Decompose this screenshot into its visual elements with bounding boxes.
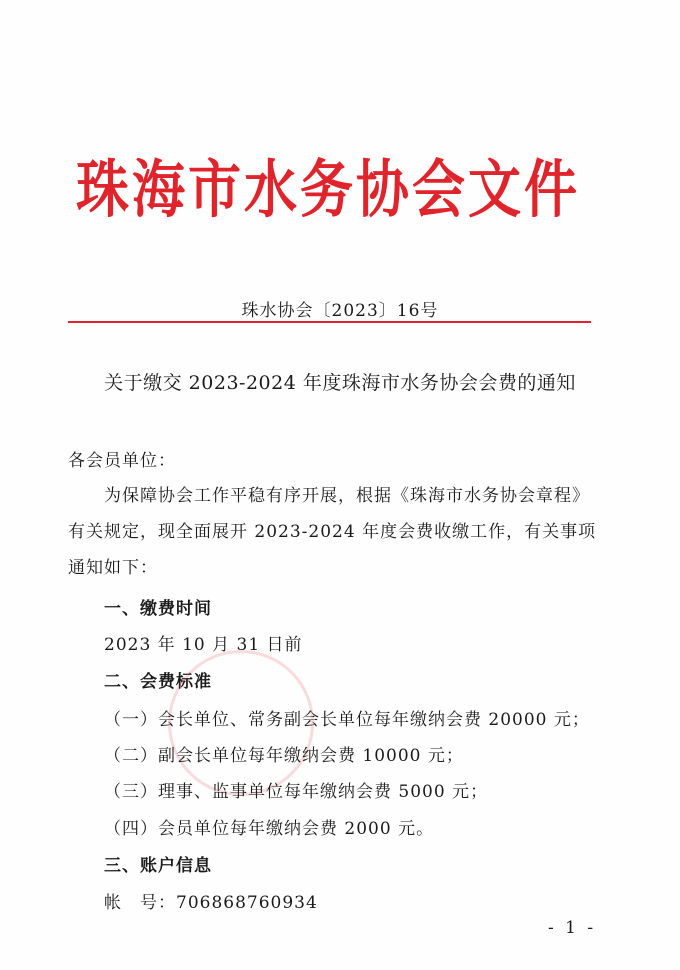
notice-title: 关于缴交 2023-2024 年度珠海市水务协会会费的通知 bbox=[104, 372, 576, 394]
intro-line-1: 为保障协会工作平稳有序开展，根据《珠海市水务协会章程》 bbox=[104, 486, 590, 506]
account-number: 帐 号：706868760934 bbox=[104, 893, 318, 913]
masthead-title: 珠海市水务协会文件 bbox=[76, 152, 580, 227]
fee-item-1: （一）会长单位、常务副会长单位每年缴纳会费 20000 元； bbox=[104, 710, 590, 730]
intro-line-2: 有关规定，现全面展开 2023-2024 年度会费收缴工作，有关事项 bbox=[68, 522, 597, 542]
section-heading-payment-time: 一、缴费时间 bbox=[104, 599, 212, 619]
section-heading-account-info: 三、账户信息 bbox=[104, 856, 212, 876]
page-number: - 1 - bbox=[548, 918, 597, 938]
fee-item-4: （四）会员单位每年缴纳会费 2000 元。 bbox=[104, 819, 435, 839]
payment-deadline: 2023 年 10 月 31 日前 bbox=[104, 635, 303, 655]
fee-item-3: （三）理事、监事单位每年缴纳会费 5000 元； bbox=[104, 782, 489, 802]
intro-line-3: 通知如下： bbox=[68, 558, 158, 578]
section-heading-fee-standard: 二、会费标准 bbox=[104, 672, 212, 692]
red-divider-line bbox=[68, 321, 591, 323]
fee-item-2: （二）副会长单位每年缴纳会费 10000 元； bbox=[104, 746, 464, 766]
document-number: 珠水协会〔2023〕16号 bbox=[241, 301, 439, 321]
salutation: 各会员单位： bbox=[68, 451, 176, 471]
